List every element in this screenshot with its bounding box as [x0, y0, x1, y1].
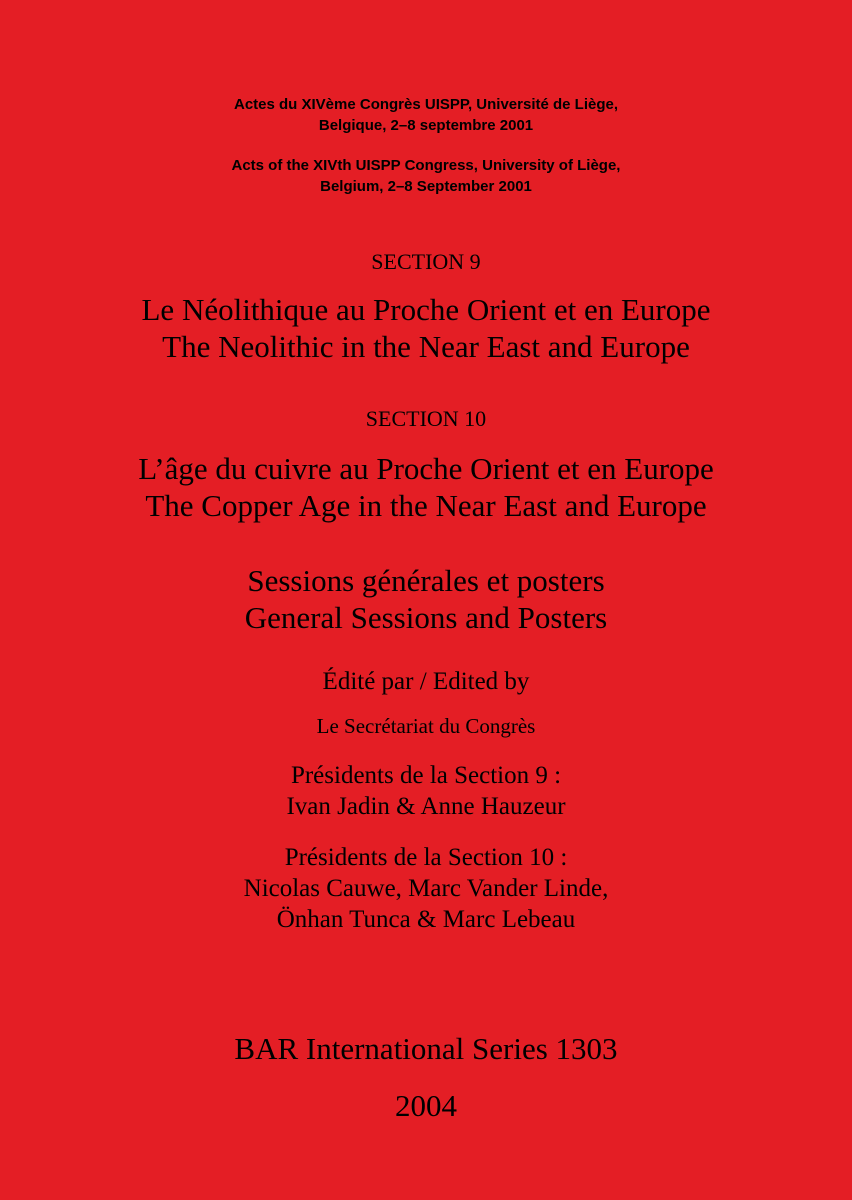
- section-9-label: SECTION 9: [371, 249, 481, 274]
- presidents-10-names-line-2: Önhan Tunca & Marc Lebeau: [276, 906, 576, 933]
- sessions-titles: [0, 562, 852, 636]
- presidents-section-10: [0, 842, 852, 935]
- congress-en-line-2: Belgium, 2–8 September 2001: [320, 178, 532, 195]
- congress-en-line-1: Acts of the XIVth UISPP Congress, University of Liège,: [231, 157, 621, 174]
- series-name: BAR International Series 1303: [234, 1031, 618, 1066]
- section-9-title-fr: Le Néolithique au Proche Orient et en Europe: [141, 292, 711, 327]
- series-year: 2004: [395, 1088, 457, 1123]
- sessions-title-fr: Sessions générales et posters: [247, 563, 605, 598]
- congress-en: [0, 155, 852, 197]
- section-10-titles: [0, 450, 852, 524]
- section-10-title-fr: L’âge du cuivre au Proche Orient et en Europe: [138, 451, 714, 486]
- congress-fr-line-2: Belgique, 2–8 septembre 2001: [318, 117, 534, 134]
- congress-fr: [0, 94, 852, 136]
- section-9-titles: [0, 291, 852, 365]
- section-9-title-en: The Neolithic in the Near East and Europe: [162, 329, 690, 364]
- editor-name: Le Secrétariat du Congrès: [316, 714, 536, 738]
- sessions-title-en: General Sessions and Posters: [244, 600, 608, 635]
- presidents-10-label: Présidents de la Section 10 :: [284, 844, 568, 871]
- presidents-9-label: Présidents de la Section 9 :: [290, 762, 562, 789]
- presidents-9-names: Ivan Jadin & Anne Hauzeur: [286, 793, 566, 820]
- section-10-label: SECTION 10: [365, 406, 487, 431]
- presidents-section-9: [0, 760, 852, 822]
- section-10-title-en: The Copper Age in the Near East and Europe: [145, 488, 707, 523]
- edited-by-label: Édité par / Edited by: [322, 668, 530, 695]
- congress-fr-line-1: Actes du XIVème Congrès UISPP, Université de Liège,: [233, 96, 619, 113]
- presidents-10-names-line-1: Nicolas Cauwe, Marc Vander Linde,: [243, 875, 609, 902]
